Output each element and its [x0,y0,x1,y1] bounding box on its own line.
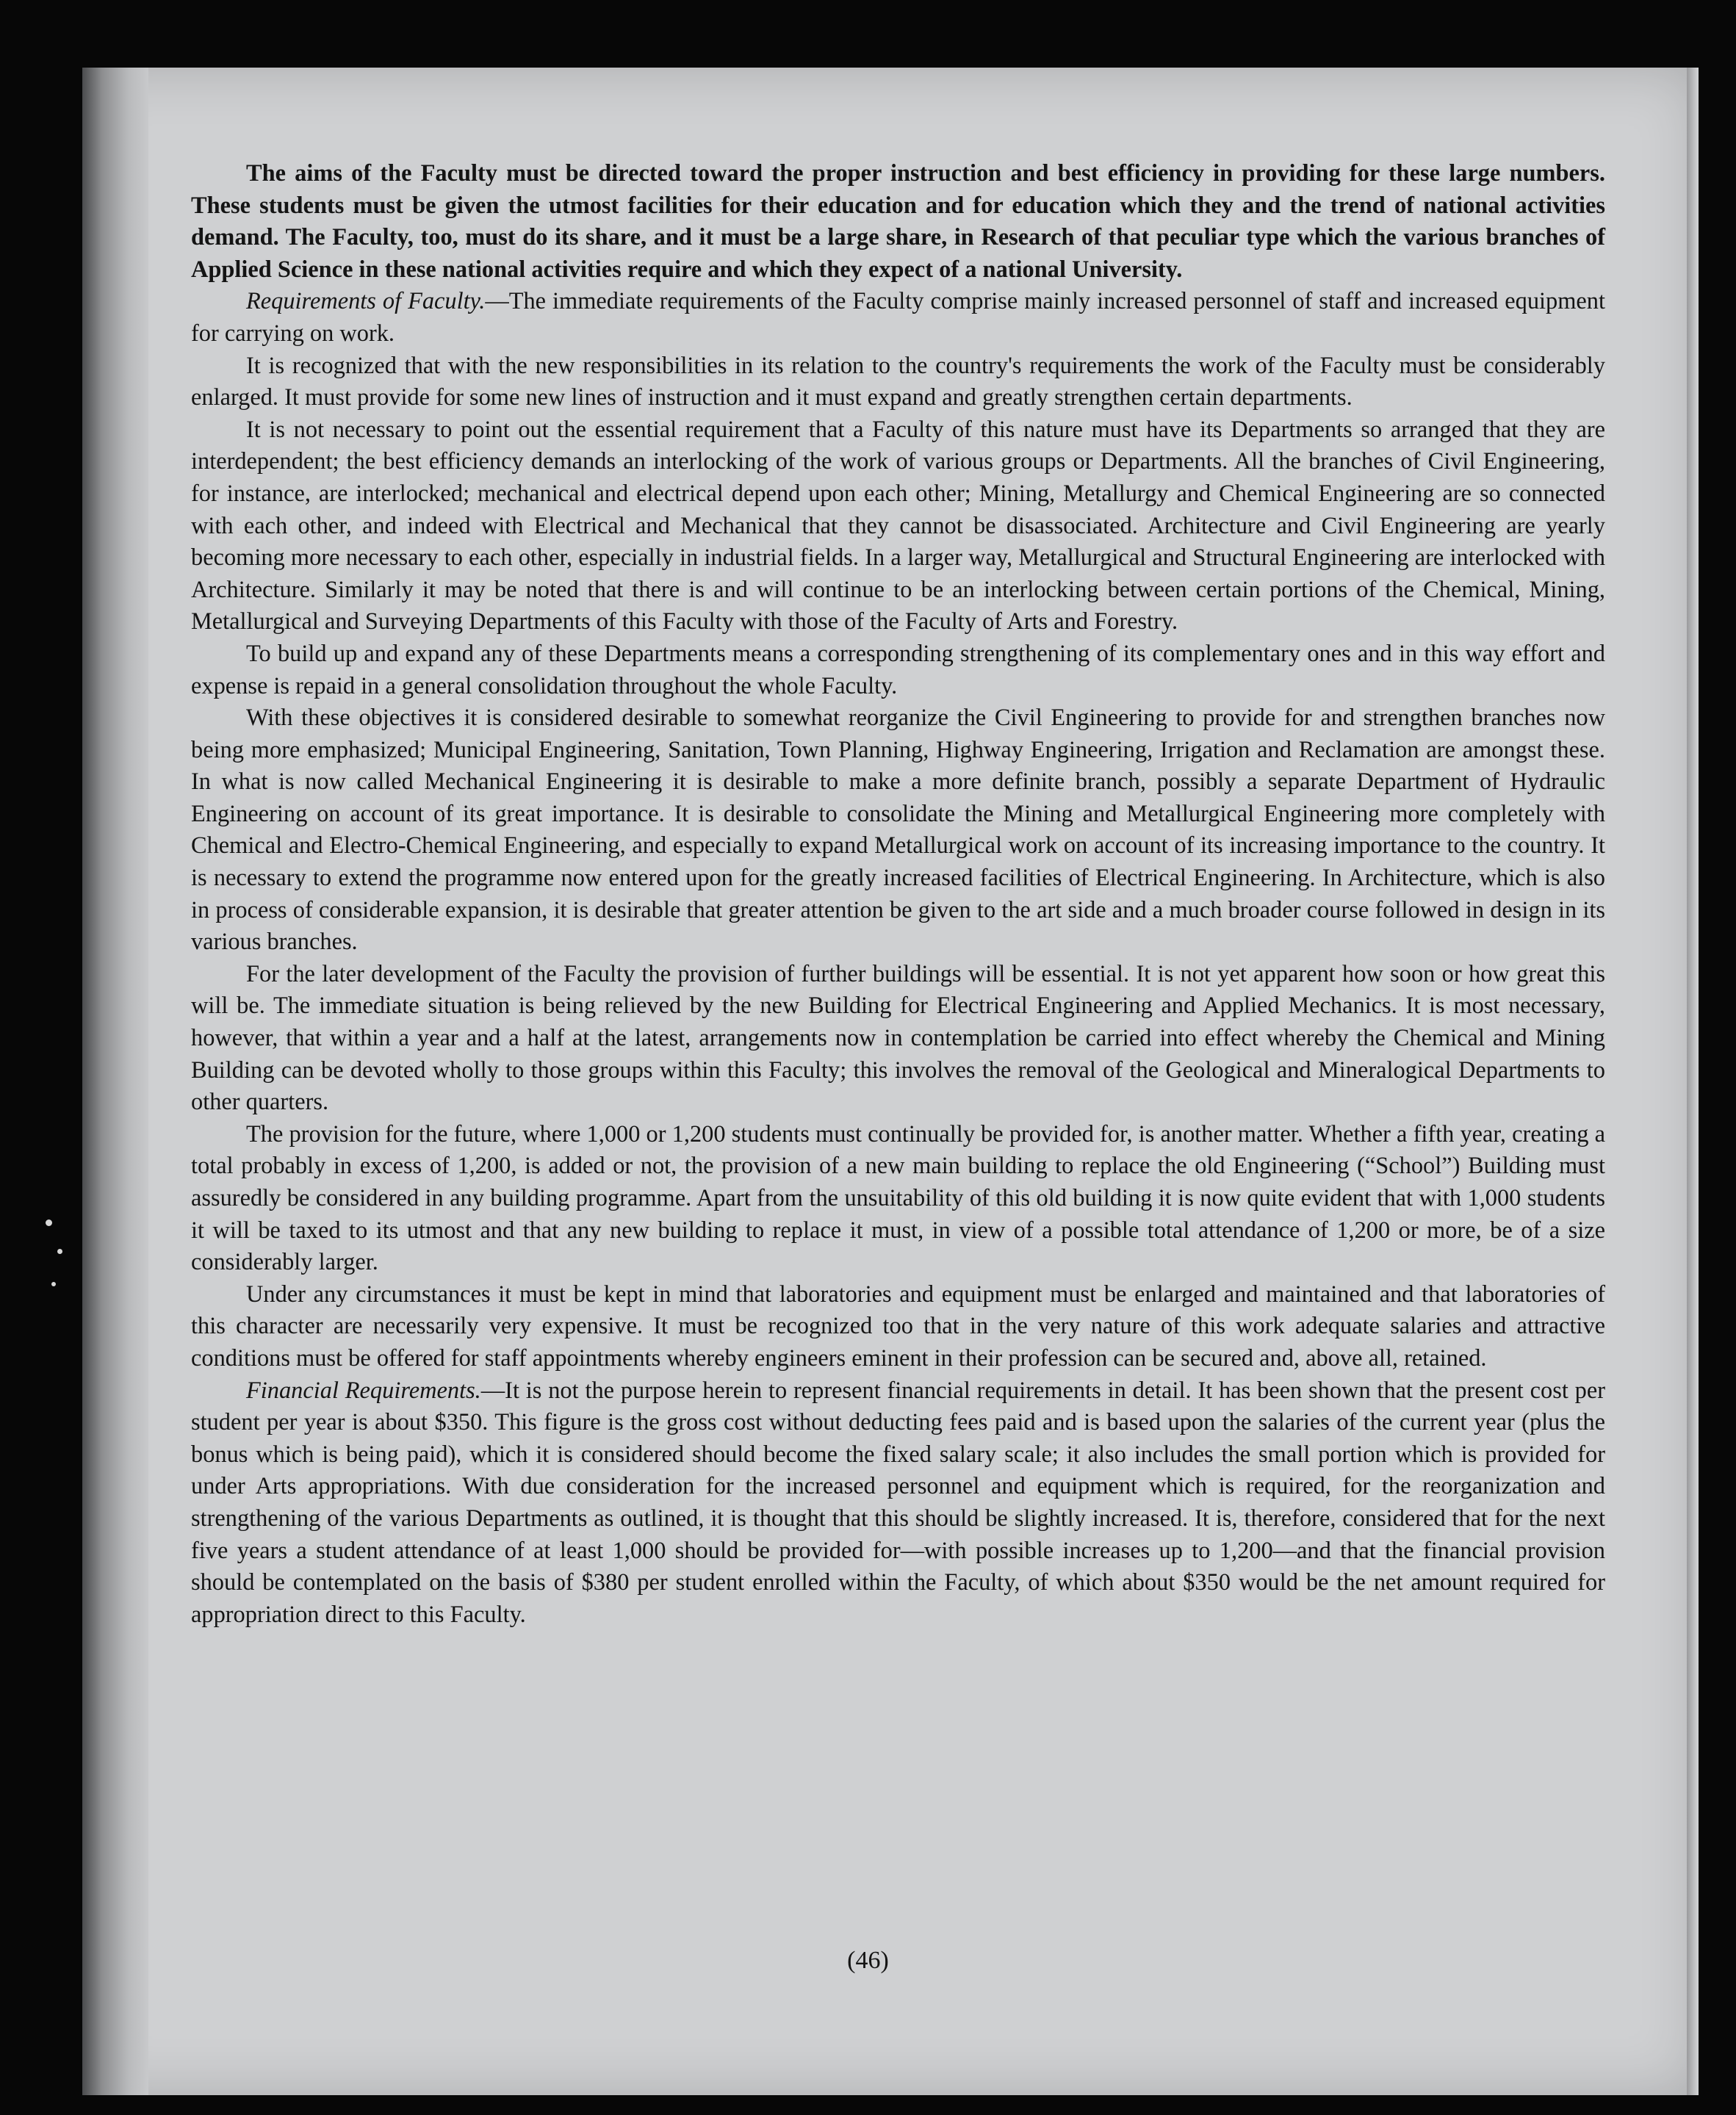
book-binding [82,68,148,2095]
paragraph-text: It is recognized that with the new responsibilities in its relation to the country's requirements the work of the Faculty must be considerably enlarged. It must provide for some new lines of instruction and it must expand and greatly strengthen certain departments. [191,352,1605,411]
paragraph [191,350,1605,414]
dust-speck [51,1282,56,1286]
paragraph-text: —The immediate requirements of the Faculty comprise mainly increased personnel of staff and increased equipment for carrying on work. [191,288,1605,347]
page-edge [1687,68,1699,2095]
paragraph-text: Under any circumstances it must be kept in mind that laboratories and equipment must be enlarged and maintained and that laboratories of this character are necessarily very expensive. It must be recognized too that in the very nature of this work adequate salaries and attractive conditions must be offered for staff appointments whereby engineers eminent in their profession can be secured and, above all, retained. [191,1280,1605,1372]
paragraph-text: To build up and expand any of these Departments means a corresponding strengthening of its complementary ones and in this way effort and expense is repaid in a general consolidation throughout the whole Faculty. [191,640,1605,699]
paragraph-text: —It is not the purpose herein to represent financial requirements in detail. It has been shown that the present cost per student per year is about $350. This figure is the gross cost without deducting fees paid and is based upon the salaries of the current year (plus the bonus which is being paid), which it is considered should become the fixed salary scale; it also includes the small portion which is provided for under Arts appropriations. With due consideration for the increased personnel and equipment which is required, for the reorganization and strengthening of the various Departments as outlined, it is thought that this should be slightly increased. It is, therefore, considered that for the next five years a student attendance of at least 1,000 should be provided for—with possible increases up to 1,200—and that the financial provision should be contemplated on the basis of $380 per student enrolled within the Faculty, of which about $350 would be the net amount required for appropriation direct to this Faculty. [191,1377,1605,1628]
page-number: (46) [847,1947,889,1974]
body-text [191,158,1605,1631]
paragraph-text: The aims of the Faculty must be directed toward the proper instruction and best efficiency in providing for these large numbers. These students must be given the utmost facilities for their education and for education which they and the trend of national activities demand. The Faculty, too, must do its share, and it must be a large share, in Research of that peculiar type which the various branches of Applied Science in these national activities require and which they expect of a national University. [191,160,1605,283]
paragraph [191,1119,1605,1279]
paragraph [191,414,1605,638]
paragraph-text: The provision for the future, where 1,000 or 1,200 students must continually be provided for, is another matter. Whether a fifth year, creating a total probably in excess of 1,200, is added or not, the provision of a new main building to replace the old Engineering (“School”) Building must assuredly be considered in any building programme. Apart from the unsuitability of this old building it is now quite evident that with 1,000 students it will be taxed to its utmost and that any new building to replace it must, in view of a possible total attendance of 1,200 or more, be of a size considerably larger. [191,1120,1605,1276]
paragraph [191,1375,1605,1632]
paragraph [191,286,1605,350]
paragraph [191,1279,1605,1375]
paragraph-text: With these objectives it is considered desirable to somewhat reorganize the Civil Engineering to provide for and strengthen branches now being more emphasized; Municipal Engineering, Sanitation, Town Planning, Highway Engineering, Irrigation and Reclamation are amongst these. In what is now called Mechanical Engineering it is desirable to make a more definite branch, possibly a separate Department of Hydraulic Engineering on account of its great importance. It is desirable to consolidate the Mining and Metallurgical Engineering more completely with Chemical and Electro-Chemical Engineering, and especially to expand Metallurgical work on account of its increasing importance to the country. It is necessary to extend the programme now entered upon for the greatly increased facilities of Electrical Engineering. In Architecture, which is also in process of considerable expansion, it is desirable that greater attention be given to the art side and a much broader course followed in design in its various branches. [191,705,1605,956]
paragraph-text: It is not necessary to point out the essential requirement that a Faculty of this nature must have its Departments so arranged that they are interdependent; the best efficiency demands an interlocking of the work of various groups or Departments. All the branches of Civil Engineering, for instance, are interlocked; mechanical and electrical depend upon each other; Mining, Metallurgy and Chemical Engineering are so connected with each other, and indeed with Electrical and Mechanical that they cannot be disassociated. Architecture and Civil Engineering are yearly becoming more necessary to each other, especially in industrial fields. In a larger way, Metallurgical and Structural Engineering are interlocked with Architecture. Similarly it may be noted that there is and will continue to be an interlocking between certain portions of the Chemical, Mining, Metallurgical and Surveying Departments of this Faculty with those of the Faculty of Arts and Forestry. [191,416,1605,635]
paragraph [191,158,1605,286]
paragraph [191,638,1605,702]
paragraph [191,702,1605,959]
paragraph-heading: Requirements of Faculty. [246,288,486,315]
dust-speck [46,1219,52,1226]
paragraph [191,959,1605,1119]
paragraph-text: For the later development of the Faculty the provision of further buildings will be essential. It is not yet apparent how soon or how great this will be. The immediate situation is being relieved by the new Building for Electrical Engineering and Applied Mechanics. It is most necessary, however, that within a year and a half at the latest, arrangements now in contemplation be carried into effect whereby the Chemical and Mining Building can be devoted wholly to those groups within this Faculty; this involves the removal of the Geological and Mineralogical Departments to other quarters. [191,960,1605,1116]
paragraph-heading: Financial Requirements. [246,1377,481,1404]
dust-speck [57,1249,62,1254]
